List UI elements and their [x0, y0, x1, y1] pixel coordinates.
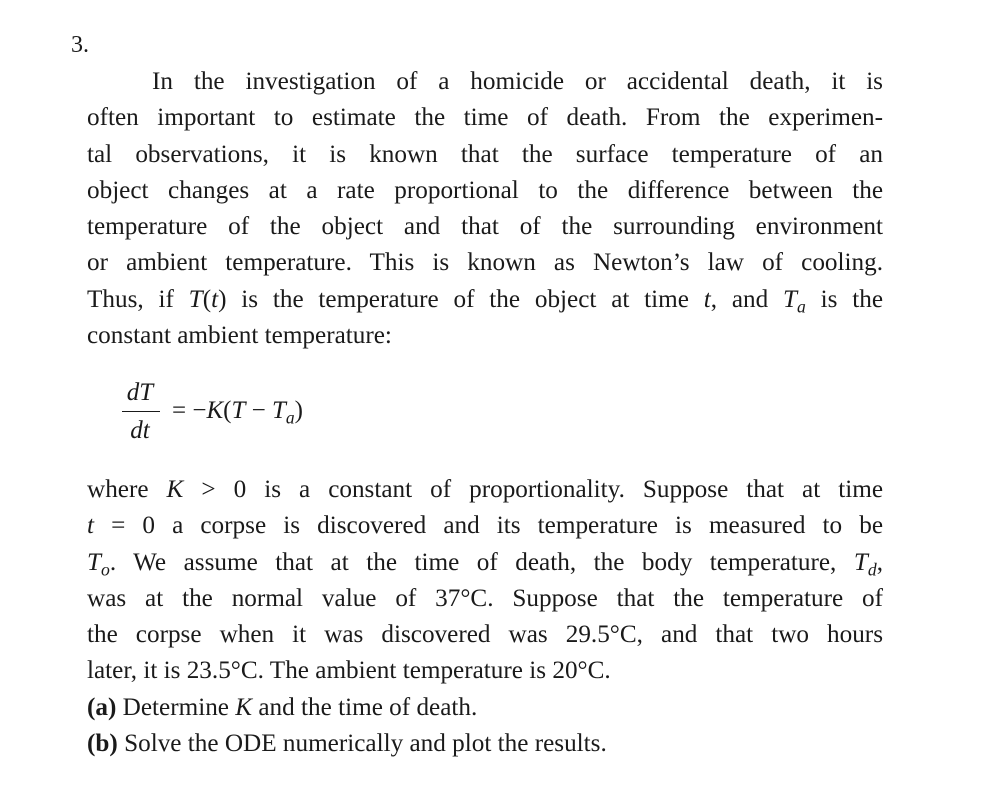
part-b-label: (b) — [87, 730, 118, 758]
intro-line-5: temperature of the object and that of the surrounding environment — [87, 213, 883, 241]
fraction-bar — [122, 411, 160, 412]
part-a: (a) Determine K and the time of death. — [87, 693, 478, 721]
detail-line-1: where K > 0 is a constant of proportionality. Suppose that at time — [87, 476, 884, 503]
detail-line-3: $T_o$. We assume that at the time of death, the body temperature, $T_d$, — [87, 548, 883, 579]
part-a-label: (a) — [87, 693, 117, 721]
intro-line-8: constant ambient temperature: — [87, 322, 392, 350]
problem-number: 3. — [71, 32, 89, 58]
problem-details-paragraph — [87, 472, 883, 762]
intro-line-2: often important to estimate the time of death. From the experimen- — [87, 104, 883, 132]
fraction-denominator: dt — [130, 417, 150, 444]
intro-line-3: tal observations, it is known that the surface temperature of an — [87, 140, 883, 168]
detail-line-6: later, it is 23.5°C. The ambient temperature is 20°C. — [87, 657, 611, 685]
intro-line-1: In the investigation of a homicide or accidental death, it is — [152, 68, 883, 95]
detail-line-4: was at the normal value of 37°C. Suppose that the temperature of — [87, 584, 883, 612]
detail-line-2: t = 0 a corpse is discovered and its temperature is measured to be — [87, 512, 884, 540]
fraction-numerator: dT — [126, 379, 154, 406]
problem-intro-paragraph — [87, 64, 883, 354]
part-b: (b) Solve the ODE numerically and plot the results. — [87, 730, 607, 758]
equation-rhs: = $-K(T - T_a)$ — [172, 397, 303, 428]
intro-line-6: or ambient temperature. This is known as Newton’s law of cooling. — [87, 249, 883, 277]
intro-line-7: Thus, if T(t) is the temperature of the object at time t, and $T_a$ is the — [87, 285, 884, 317]
intro-line-4: object changes at a rate proportional to the difference between the — [87, 176, 883, 204]
detail-line-5: the corpse when it was discovered was 29.5°C, and that two hours — [87, 621, 883, 649]
